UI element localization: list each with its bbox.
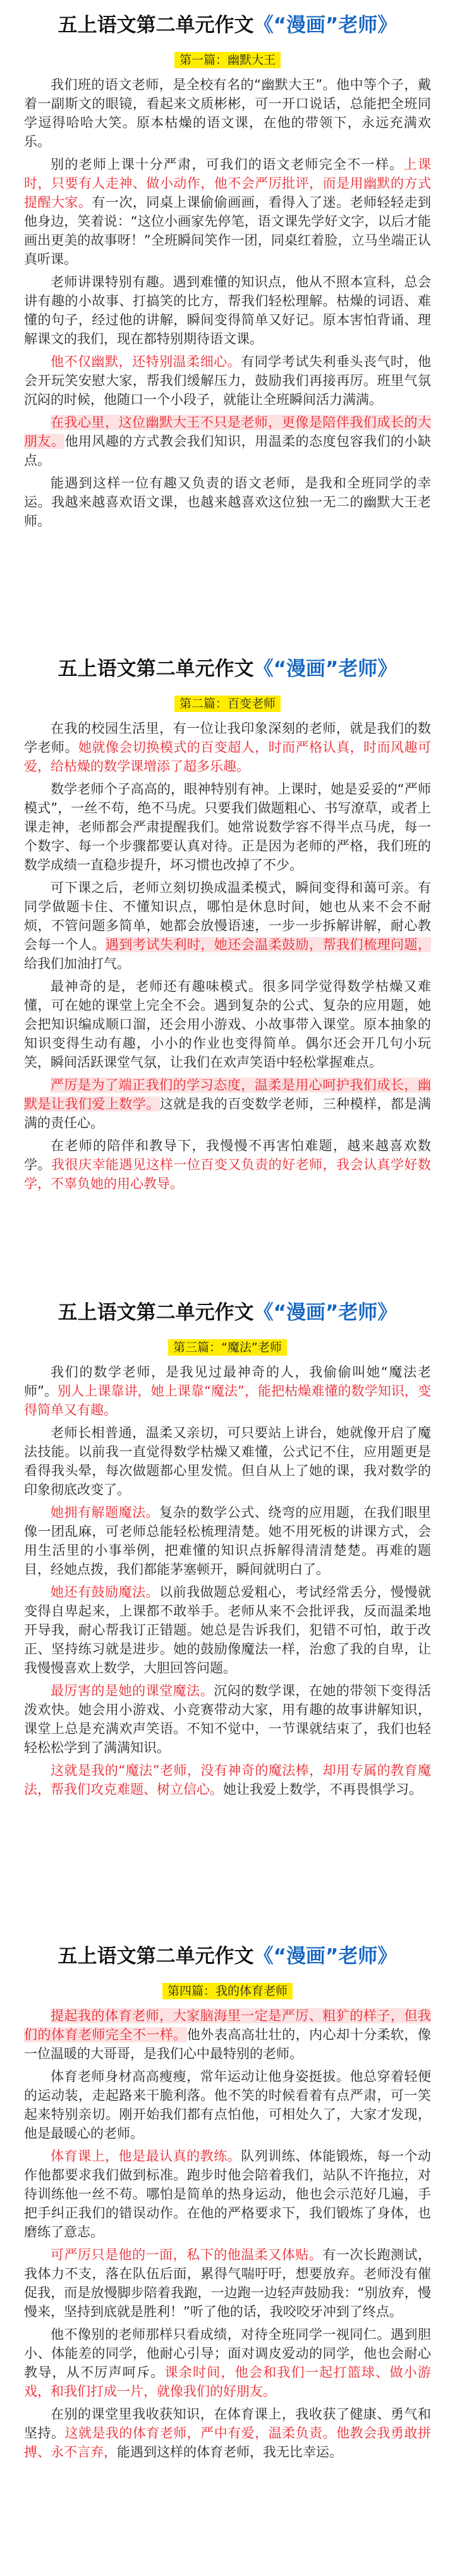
title-main: 五上语文第二单元作文 [58,14,254,37]
essay-paragraph [24,1363,431,1420]
essay-subtitle: 第三篇：“魔法”老师 [168,1339,287,1356]
title-main: 五上语文第二单元作文 [58,658,254,680]
subtitle-row [24,1339,431,1356]
essay-body [24,719,431,1193]
essay-paragraph [24,474,431,531]
title-accent: 《“漫画”老师》 [253,14,397,37]
body-text: 有一次长跑测试，我体力不支，落在队伍后面，累得气喘吁吁，想要放弃。老师没有催促我，而是放慢脚步陪着我跑，一边跑一边轻声鼓励我：“别放弃，慢慢来，坚持到底就是胜利！”听了他的话，我咬咬牙冲到了终点。 [24,2247,432,2319]
title-main: 五上语文第二单元作文 [58,1301,254,1324]
essay-paragraph [24,2405,431,2462]
emphasis-text: 这就是我的体育老师，严中有爱，温柔负责。他教会我勇敢拼搏、永不言弃， [24,2426,432,2460]
highlighted-sentence: 提起我的体育老师，大家脑海里一定是严厉、粗犷的样子，但我们的体育老师完全不一样。 [24,2008,431,2042]
body-text: 老师长相普通，温柔又亲切，可只要站上讲台，她就像开启了魔法技能。以前我一直觉得数学枯燥又难懂，公式记不住，应用题更是看得我头晕，每次做题都心里发慌。但自从上了她的课，我对数学的印象彻底改变了。 [24,1425,431,1497]
emphasis-text: 她还有鼓励魔法。 [51,1585,160,1600]
emphasis-text: 体育课上，他是最认真的教练。 [51,2149,241,2164]
essay-paragraph [24,1423,431,1499]
essay-body [24,1363,431,1799]
page-title [24,1944,431,1969]
body-text: 能遇到这样一位有趣又负责的语文老师，是我和全班同学的幸运。我越来越喜欢语文课，也越来越喜欢这位独一无二的幽默大王老师。 [24,475,431,529]
page-title [24,13,431,38]
essay-paragraph [24,352,431,409]
body-text: 队列训练、体能锻炼，每一个动作他都要求我们做到标准。跑步时他会陪着我们，站队不许拖拉，对待训练他一丝不苟。哪怕是简单的热身运动，他也会示范好几遍，手把手纠正我们的错误动作。在他的严格要求下，我们锻炼了身体，也磨练了意志。 [24,2149,432,2240]
body-text: 我们班的语文老师，是全校有名的“幽默大王”。他中等个子，戴着一副斯文的眼镜，看起来文质彬彬，可一开口说话，总能把全班同学逗得哈哈大笑。原本枯燥的语文课，在他的带领下，永远充满欢乐。 [24,77,431,149]
body-text: 这就是我的百变数学老师，三种模样，都是满满的责任心。 [24,1096,431,1131]
body-text: 在我的校园生活里，有一位让我印象深刻的老师，就是我们的数学老师。 [24,721,431,755]
emphasis-text: 可严厉只是他的一面，私下的他温柔又体贴。 [51,2247,323,2262]
body-text: 有同学考试失利垂头丧气时，他会开玩笑安慰大家，帮我们缓解压力，鼓励我们再接再厉。班里气氛沉闷的时候，他随口一个小段子，就能让全班瞬间活力满满。 [24,354,432,407]
essay-paragraph [24,413,431,470]
emphasis-text: 最厉害的是她的课堂魔法。 [51,1683,214,1698]
essay-paragraph [24,1076,431,1132]
highlighted-sentence: 严厉是为了端正我们的学习态度，温柔是用心呵护我们成长，幽默是让我们爱上数学。 [24,1077,431,1112]
essay-section-1 [0,0,455,644]
body-text: 他外表高高壮壮的，内心却十分柔软，像一位温暖的大哥哥，是我们心中最特别的老师。 [24,2027,432,2061]
page-title [24,656,431,682]
body-text: 给我们加油打气。 [24,956,130,971]
essay-paragraph [24,1761,431,1799]
emphasis-text: 这就是我的“魔法”老师，没有神奇的魔法棒，却用专属的教育魔法，帮我们攻克难题、树立信心。 [24,1763,431,1797]
body-text: 我们的数学老师，是我见过最神奇的人，我偷偷叫她“魔法老师”。 [24,1365,431,1399]
subtitle-row [24,696,431,713]
essay-paragraph [24,977,431,1072]
emphasis-text: 他不仅幽默，还特别温柔细心。 [51,354,241,369]
emphasis-text: 上课时，只要有人走神、做小动作，他不会严厉批评，而是用幽默的方式提醒大家。 [24,157,432,210]
body-text: 在老师的陪伴和教导下，我慢慢不再害怕难题，越来越喜欢数学。 [24,1138,431,1172]
body-text: 数学老师个子高高的，眼神特别有神。上课时，她是妥妥的“严师模式”，一丝不苟，绝不马虎。只要我们做题粗心、书写潦草，或者上课走神，老师都会严肃提醒我们。她常说数学容不得半点马虎，每一个数字、每一个步骤都要认真对待。正是因为老师的严格，我们班的数学成绩一直稳步提升，坏习惯也改掉了不少。 [24,782,431,873]
body-text: 复杂的数学公式、绕弯的应用题，在我们眼里像一团乱麻，可老师总能轻松梳理清楚。她不用死板的讲课方式，会用生活里的小事举例，把难懂的知识点拆解得清清楚楚。再难的题目，经她点拨，我们都能茅塞顿开，瞬间就明白了。 [24,1505,432,1577]
body-text: 体育老师身材高高瘦瘦，常年运动让他身姿挺拔。他总穿着轻便的运动装，走起路来干脆利落。他不笑的时候看着有点严肃，可一笑起来特别亲切。刚开始我们都有点怕他，可相处久了，大家才发现，他是最暖心的老师。 [24,2069,431,2141]
essay-paragraph [24,2147,431,2242]
body-text: 老师讲课特别有趣。遇到难懂的知识点，他从不照本宣科，总会讲有趣的小故事、打搞笑的比方，帮我们轻松理解。枯燥的词语、难懂的句子，经过他的讲解，瞬间变得简单又好记。原本害怕背诵、理解课文的我们，现在都特别期待语文课。 [24,274,431,347]
body-text: 有一次，同桌上课偷偷画画，看得入了迷。老师轻轻走到他身边，笑着说：“这位小画家先停笔，语文课先学好文字，以后才能画出更美的故事呀！”全班瞬间笑作一团，同桌红着脸，立马坐端正认真听课。 [24,195,432,267]
title-accent: 《“漫画”老师》 [253,1945,397,1968]
body-text: 他用风趣的方式教会我们知识，用温柔的态度包容我们的小缺点。 [24,434,432,468]
essay-subtitle: 第四篇：我的体育老师 [162,1983,293,1999]
page-title [24,1300,431,1325]
essay-paragraph [24,2006,431,2063]
body-text: 可下课之后，老师立刻切换成温柔模式，瞬间变得和蔼可亲。有同学做题卡住、不懂知识点，哪怕是休息时间，她也从来不会不耐烦，不管问题多简单，她都会放慢语速，一步一步拆解讲解，耐心教会每一个人。 [24,880,431,952]
essay-section-4 [0,1931,455,2575]
body-text: 能遇到这样的体育老师，我无比幸运。 [117,2444,343,2460]
body-text: 在别的课堂里我收获知识，在体育课上，我收获了健康、勇气和坚持。 [24,2407,431,2441]
essay-subtitle: 第二篇：百变老师 [174,696,281,712]
body-text: 他不像别的老师那样只看成绩，对待全班同学一视同仁。遇到胆小、体能差的同学，他耐心引导；面对调皮爱动的同学，他也会耐心教导，从不厉声呵斥。 [24,2327,431,2380]
essay-paragraph [24,1136,431,1193]
essay-body [24,2006,431,2462]
emphasis-text: 课余时间，他会和我们一起打篮球、做小游戏，和我们打成一片，就像我们的好朋友。 [24,2365,431,2399]
title-accent: 《“漫画”老师》 [253,658,397,680]
subtitle-row [24,52,431,69]
emphasis-text: 她就像会切换模式的百变超人，时而严格认真，时而风趣可爱，给枯燥的数学课增添了超多乐趣。 [24,740,432,774]
essay-paragraph [24,273,431,348]
essay-body [24,75,431,531]
essay-paragraph [24,878,431,973]
body-text: 别的老师上课十分严肃，可我们的语文老师完全不一样。 [51,157,404,172]
essay-paragraph [24,2245,431,2321]
body-text: 她让我爱上数学，不再畏惧学习。 [223,1782,422,1797]
essay-subtitle: 第一篇：幽默大王 [174,52,281,68]
essay-paragraph [24,1681,431,1757]
emphasis-text: 别人上课靠讲，她上课靠“魔法”，能把枯燥难懂的数学知识，变得简单又有趣。 [24,1383,431,1418]
essay-paragraph [24,1583,431,1677]
highlighted-sentence: 遇到考试失利时，她还会温柔鼓励，帮我们梳理问题， [105,937,432,952]
body-text: 以前我做题总爱粗心，考试经常丢分，慢慢就变得自卑起来，上课都不敢举手。老师从来不会批评我，反而温柔地开导我，耐心帮我订正错题。她总是告诉我们，犯错不可怕，敢于改正、坚持练习就是进步。她的鼓励像魔法一样，治愈了我的自卑，让我慢慢喜欢上数学，大胆回答问题。 [24,1585,432,1676]
essay-section-2 [0,644,455,1287]
emphasis-text: 她拥有解题魔法。 [51,1505,160,1520]
essay-section-3 [0,1287,455,1931]
essay-paragraph [24,75,431,151]
title-main: 五上语文第二单元作文 [58,1945,254,1968]
highlighted-sentence: 在我心里，这位幽默大王不只是老师，更像是陪伴我们成长的大朋友。 [24,415,431,449]
emphasis-text: 我很庆幸能遇见这样一位百变又负责的好老师，我会认真学好数学，不辜负她的用心教导。 [24,1157,432,1191]
body-text: 沉闷的数学课，在她的带领下变得活泼欢快。她会用小游戏、小竞赛带动大家，用有趣的故事讲解知识，课堂上总是充满欢声笑语。不知不觉中，一节课就结束了，我们也轻轻松松学到了满满知识。 [24,1683,432,1755]
subtitle-row [24,1983,431,2000]
essay-paragraph [24,155,431,269]
essay-paragraph [24,2067,431,2143]
essay-paragraph [24,1503,431,1579]
body-text: 最神奇的是，老师还有趣味模式。很多同学觉得数学枯燥又难懂，可在她的课堂上完全不会。遇到复杂的公式、复杂的应用题，她会把知识编成顺口溜，还会用小游戏、小故事带入课堂。原本抽象的知识变得生动有趣，小小的作业也变得简单。偶尔还会开几句小玩笑，瞬间活跃课堂气氛，让我们在欢声笑语中轻松掌握难点。 [24,979,431,1070]
essay-paragraph [24,719,431,776]
title-accent: 《“漫画”老师》 [253,1301,397,1324]
essay-paragraph [24,2325,431,2401]
essay-paragraph [24,780,431,874]
